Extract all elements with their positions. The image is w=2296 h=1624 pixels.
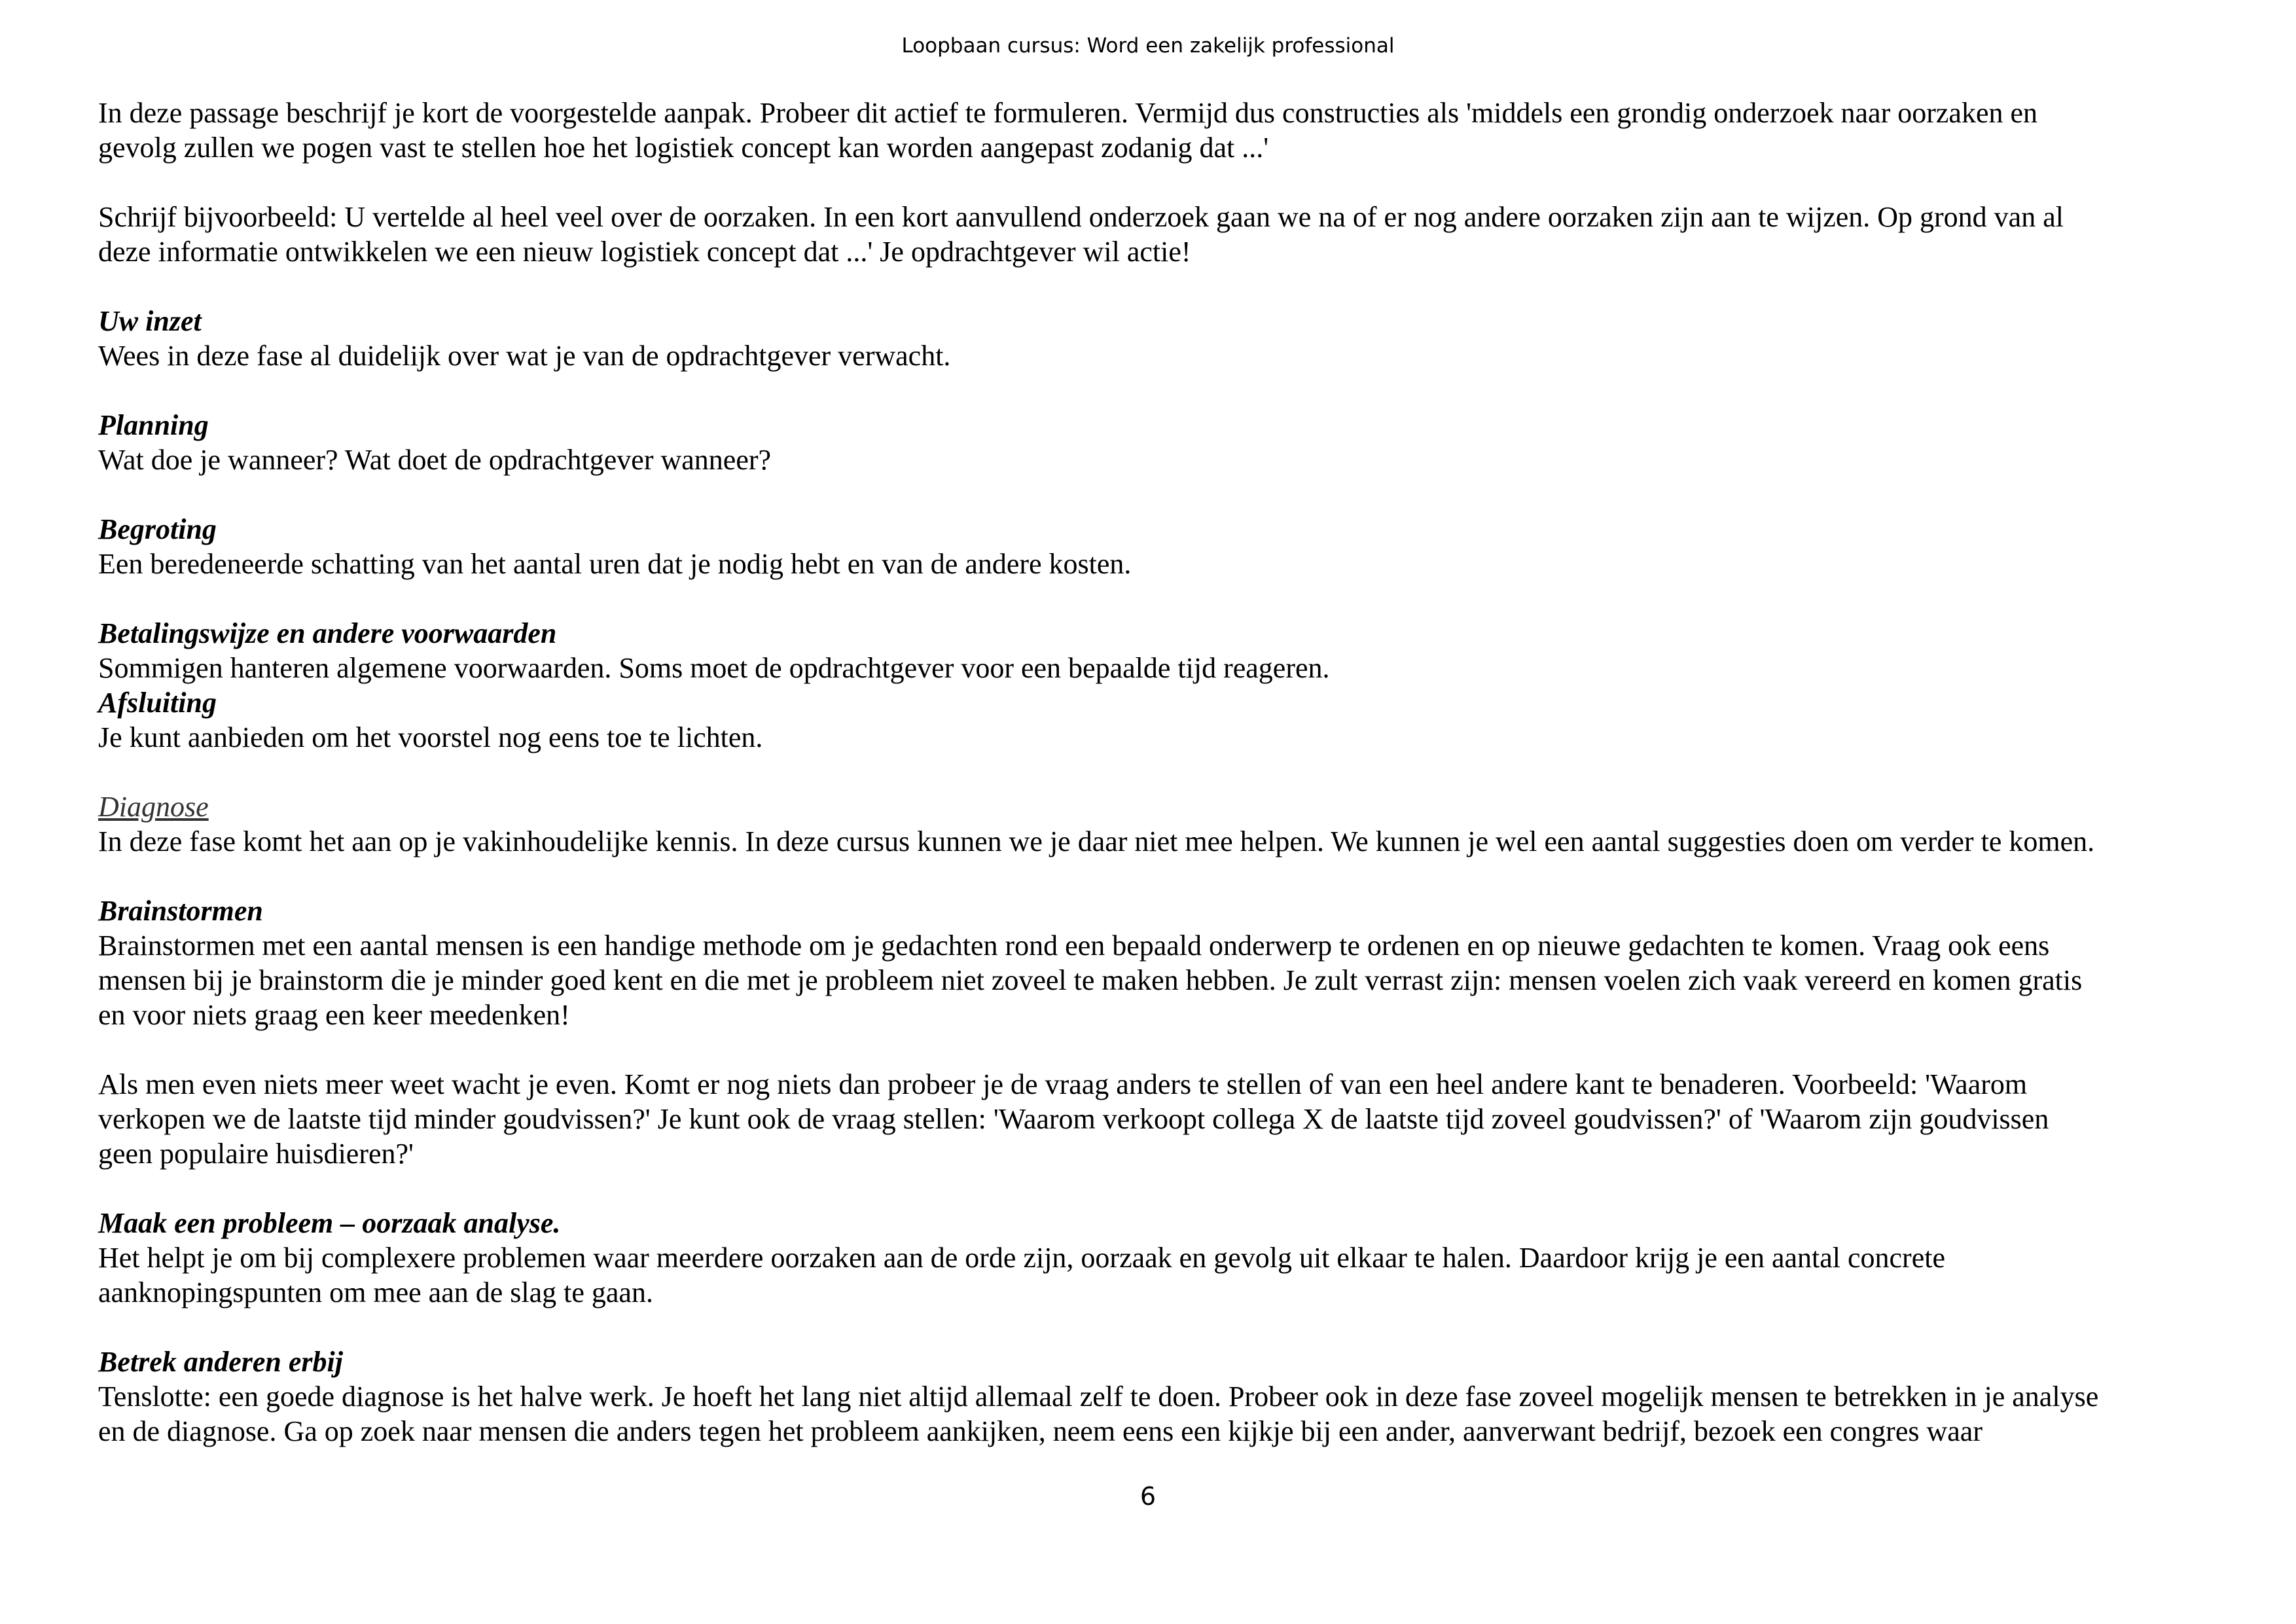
heading-uw-inzet: Uw inzet — [98, 305, 202, 337]
heading-probleem-oorzaak: Maak een probleem – oorzaak analyse. — [98, 1207, 561, 1239]
blank-line — [98, 859, 2225, 893]
blank-line — [98, 1310, 2225, 1344]
heading-begroting: Begroting — [98, 513, 217, 545]
blank-line — [98, 269, 2225, 304]
paragraph-line: Een beredeneerde schatting van het aantal uren dat je nodig hebt en van de andere kosten. — [98, 548, 1132, 580]
blank-line — [98, 581, 2225, 616]
document-body — [98, 96, 2225, 1449]
blank-line — [98, 1171, 2225, 1206]
paragraph-line: Als men even niets meer weet wacht je even. Komt er nog niets dan probeer je de vraag anders te stellen of van een heel andere kant te benaderen. Voorbeeld: 'Waarom — [98, 1068, 2028, 1100]
blank-line — [98, 755, 2225, 789]
paragraph-line: Sommigen hanteren algemene voorwaarden. Soms moet de opdrachtgever voor een bepaalde tijd reageren. — [98, 652, 1330, 684]
paragraph-line: deze informatie ontwikkelen we een nieuw logistiek concept dat ...' Je opdrachtgever wil actie! — [98, 236, 1191, 268]
heading-brainstormen: Brainstormen — [98, 895, 263, 927]
blank-line — [98, 165, 2225, 200]
paragraph-line: Wat doe je wanneer? Wat doet de opdrachtgever wanneer? — [98, 444, 772, 476]
paragraph-line: Brainstormen met een aantal mensen is een handige methode om je gedachten rond een bepaald onderwerp te ordenen en op nieuwe gedachten te komen. Vraag ook eens — [98, 929, 2050, 962]
paragraph-line: Schrijf bijvoorbeeld: U vertelde al heel veel over de oorzaken. In een kort aanvullend onderzoek gaan we na of er nog andere oorzaken zijn aan te wijzen. Op grond van al — [98, 201, 2064, 233]
section-title-diagnose — [98, 789, 2225, 824]
paragraph-line: en voor niets graag een keer meedenken! — [98, 999, 570, 1031]
paragraph-line: mensen bij je brainstorm die je minder goed kent en die met je probleem niet zoveel te maken hebben. Je zult verrast zijn: mensen voelen zich vaak vereerd en komen gratis — [98, 964, 2083, 996]
paragraph-line: In deze passage beschrijf je kort de voorgestelde aanpak. Probeer dit actief te formuleren. Vermijd dus constructies als 'middels een grondig onderzoek naar oorzaken en — [98, 97, 2037, 129]
blank-line — [98, 373, 2225, 408]
paragraph-line: Je kunt aanbieden om het voorstel nog eens toe te lichten. — [98, 721, 763, 753]
section-label-diagnose: Diagnose — [98, 791, 209, 823]
paragraph-line: geen populaire huisdieren?' — [98, 1138, 414, 1170]
heading-betrek-anderen: Betrek anderen erbij — [98, 1346, 343, 1378]
heading-planning: Planning — [98, 409, 209, 441]
page-number: 6 — [1139, 1482, 1157, 1511]
paragraph-line: Het helpt je om bij complexere problemen waar meerdere oorzaken aan de orde zijn, oorzaak en gevolg uit elkaar te halen. Daardoor krijg je een aantal concrete — [98, 1242, 1945, 1274]
paragraph-line: Wees in deze fase al duidelijk over wat je van de opdrachtgever verwacht. — [98, 340, 951, 372]
running-header: Loopbaan cursus: Word een zakelijk professional — [901, 34, 1395, 58]
blank-line — [98, 477, 2225, 512]
heading-afsluiting: Afsluiting — [98, 687, 217, 719]
heading-betalingswijze: Betalingswijze en andere voorwaarden — [98, 617, 557, 649]
paragraph-line: en de diagnose. Ga op zoek naar mensen die anders tegen het probleem aankijken, neem eens een kijkje bij een ander, aanverwant bedrijf, bezoek een congres waar — [98, 1415, 1982, 1447]
paragraph-line: gevolg zullen we pogen vast te stellen hoe het logistiek concept kan worden aangepast zodanig dat ...' — [98, 132, 1269, 164]
blank-line — [98, 1032, 2225, 1067]
paragraph-line: verkopen we de laatste tijd minder goudvissen?' Je kunt ook de vraag stellen: 'Waarom verkoopt collega X de laatste tijd zoveel goudvissen?' of 'Waarom zijn goudvissen — [98, 1103, 2049, 1135]
paragraph-line: Tenslotte: een goede diagnose is het halve werk. Je hoeft het lang niet altijd allemaal zelf te doen. Probeer ook in deze fase zoveel mogelijk mensen te betrekken in je analyse — [98, 1380, 2099, 1413]
paragraph-line: In deze fase komt het aan op je vakinhoudelijke kennis. In deze cursus kunnen we je daar niet mee helpen. We kunnen je wel een aantal suggesties doen om verder te komen. — [98, 825, 2095, 857]
paragraph-line: aanknopingspunten om mee aan de slag te gaan. — [98, 1276, 653, 1308]
